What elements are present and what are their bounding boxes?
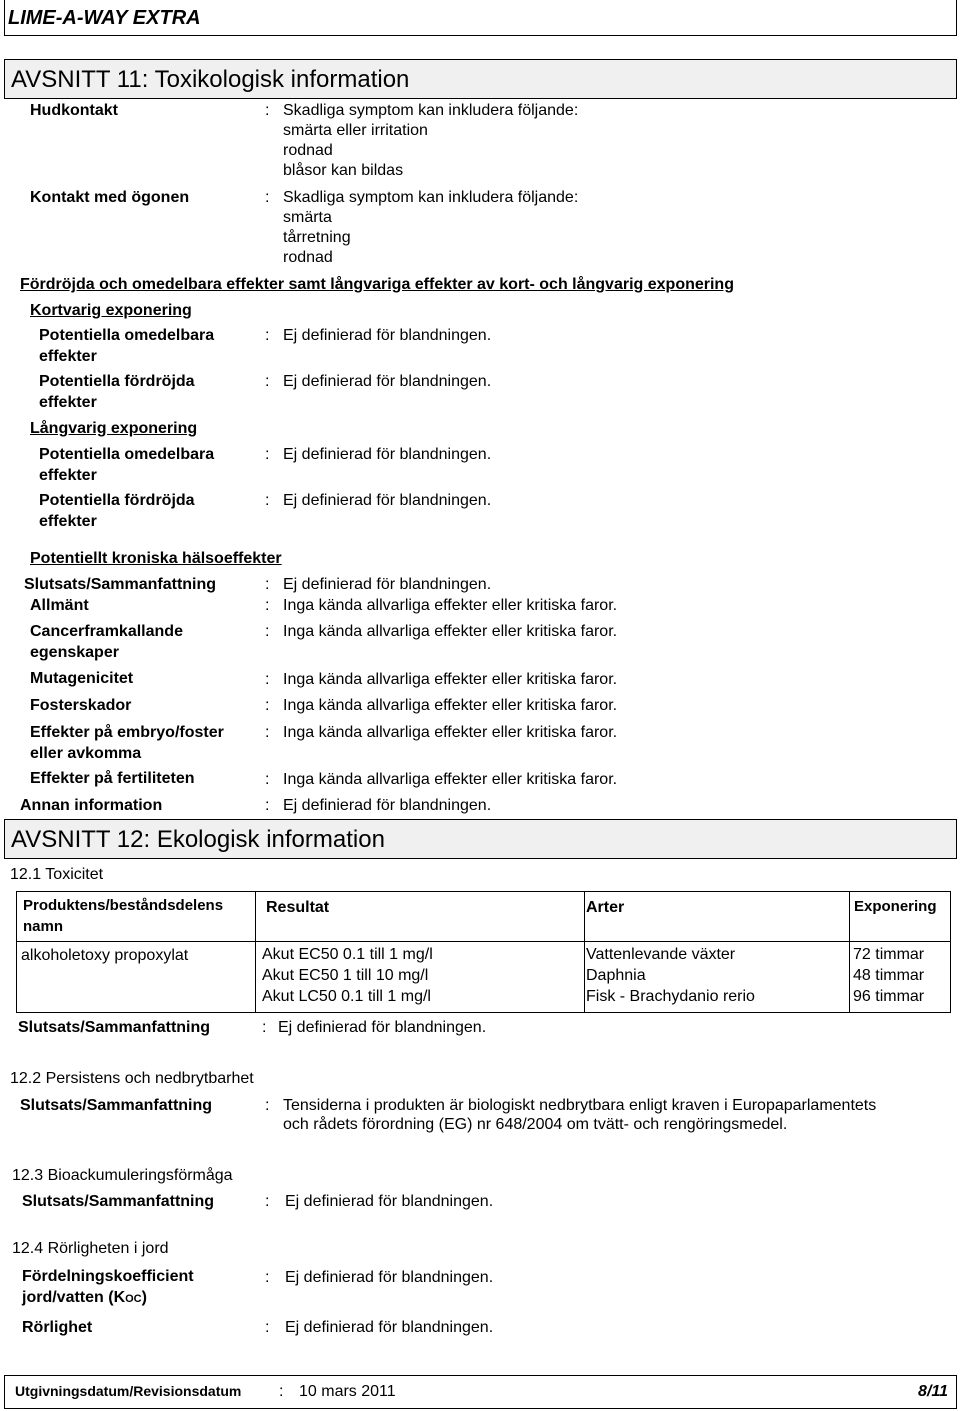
colon: :	[265, 724, 270, 741]
bioaccumulation-summary-label: Slutsats/Sammanfattning	[22, 1193, 215, 1210]
partition-value: Ej definierad för blandningen.	[285, 1269, 494, 1286]
toxicity-summary-value: Ej definierad för blandningen.	[278, 1019, 487, 1036]
section-12-banner	[4, 819, 957, 859]
fertility-label: Effekter på fertiliteten	[30, 770, 195, 787]
delayed-effects-heading: Fördröjda och omedelbara effekter samt långvariga effekter av kort- och långvarig exponering	[20, 276, 734, 293]
cancer-label: Cancerframkallande	[30, 623, 183, 640]
long-immediate-label: Potentiella omedelbara	[39, 446, 215, 463]
colon: :	[265, 623, 270, 640]
mutagen-label: Mutagenicitet	[30, 670, 134, 687]
toxicity-heading: 12.1 Toxicitet	[10, 866, 104, 883]
chronic-heading: Potentiellt kroniska hälsoeffekter	[30, 550, 282, 567]
colon: :	[265, 797, 270, 814]
long-delayed-value: Ej definierad för blandningen.	[283, 492, 492, 509]
colon: :	[265, 189, 270, 206]
foster-label: Fosterskador	[30, 697, 132, 714]
bioaccumulation-heading: 12.3 Bioackumuleringsförmåga	[12, 1167, 233, 1184]
general-label: Allmänt	[30, 597, 89, 614]
footer-bar	[4, 1375, 957, 1409]
fertility-value: Inga kända allvarliga effekter eller kritiska faror.	[283, 771, 618, 788]
toxicity-table	[16, 891, 951, 1013]
eye-contact-line: rodnad	[283, 249, 333, 266]
mobility-heading: 12.4 Rörligheten i jord	[12, 1240, 169, 1257]
short-delayed-value: Ej definierad för blandningen.	[283, 373, 492, 390]
short-term-heading: Kortvarig exponering	[30, 302, 192, 319]
bioaccumulation-summary-value: Ej definierad för blandningen.	[285, 1193, 494, 1210]
colon: :	[265, 697, 270, 714]
section-11-banner	[4, 59, 957, 99]
header-substance-line: Produktens/beståndsdelens	[23, 897, 224, 914]
short-delayed-label: effekter	[39, 394, 97, 411]
chronic-summary-label: Slutsats/Sammanfattning	[24, 576, 217, 593]
footer-page-number: 8/11	[918, 1383, 948, 1400]
eye-contact-label: Kontakt med ögonen	[30, 189, 190, 206]
colon: :	[265, 1193, 270, 1210]
table-row-exposure	[849, 941, 951, 1013]
short-immediate-value: Ej definierad för blandningen.	[283, 327, 492, 344]
cancer-value: Inga kända allvarliga effekter eller kritiska faror.	[283, 623, 618, 640]
short-immediate-label: Potentiella omedelbara	[39, 327, 215, 344]
colon: :	[265, 771, 270, 788]
header-exposure: Exponering	[854, 898, 937, 915]
embryo-value: Inga kända allvarliga effekter eller kritiska faror.	[283, 724, 618, 741]
colon: :	[265, 1097, 270, 1114]
colon: :	[265, 327, 270, 344]
colon: :	[265, 671, 270, 688]
cancer-label: egenskaper	[30, 644, 119, 661]
persistence-summary-label: Slutsats/Sammanfattning	[20, 1097, 213, 1114]
partition-label	[22, 1288, 147, 1309]
colon: :	[265, 373, 270, 390]
partition-label-text: jord/vatten (K	[22, 1289, 126, 1306]
persistence-heading: 12.2 Persistens och nedbrytbarhet	[10, 1070, 254, 1087]
mobility-label: Rörlighet	[22, 1319, 93, 1336]
row-exposure: 72 timmar	[853, 946, 925, 963]
embryo-label: eller avkomma	[30, 745, 142, 762]
embryo-label: Effekter på embryo/foster	[30, 724, 224, 741]
colon: :	[265, 446, 270, 463]
long-immediate-value: Ej definierad för blandningen.	[283, 446, 492, 463]
header-result: Resultat	[266, 899, 330, 916]
colon: :	[279, 1383, 284, 1400]
colon: :	[265, 597, 270, 614]
long-immediate-label: effekter	[39, 467, 97, 484]
row-species: Fisk - Brachydanio rerio	[586, 988, 755, 1005]
footer-date-label: Utgivningsdatum/Revisionsdatum	[15, 1383, 242, 1399]
general-value: Inga kända allvarliga effekter eller kritiska faror.	[283, 597, 618, 614]
other-info-label: Annan information	[20, 797, 163, 814]
table-header-species	[584, 891, 850, 942]
row-exposure: 96 timmar	[853, 988, 925, 1005]
table-row-species	[584, 941, 850, 1013]
colon: :	[265, 1269, 270, 1286]
row-species: Daphnia	[586, 967, 646, 984]
eye-contact-line: smärta	[283, 209, 332, 226]
colon: :	[265, 576, 270, 593]
table-row-substance	[16, 941, 256, 1013]
partition-label-subscript: OC	[125, 1293, 142, 1305]
toxicity-summary-label: Slutsats/Sammanfattning	[18, 1019, 211, 1036]
colon: :	[265, 102, 270, 119]
table-header-substance	[16, 891, 256, 942]
eye-contact-line: Skadliga symptom kan inkludera följande:	[283, 189, 579, 206]
persistence-summary-line: Tensiderna i produkten är biologiskt nedbrytbara enligt kraven i Europaparlamentets	[283, 1097, 877, 1114]
row-species: Vattenlevande växter	[586, 946, 736, 963]
table-header-result	[255, 891, 585, 942]
section-11-title: AVSNITT 11: Toxikologisk information	[11, 66, 410, 93]
mutagen-value: Inga kända allvarliga effekter eller kritiska faror.	[283, 671, 618, 688]
mobility-value: Ej definierad för blandningen.	[285, 1319, 494, 1336]
partition-label-end: )	[141, 1289, 147, 1306]
skin-contact-line: blåsor kan bildas	[283, 162, 404, 179]
skin-contact-label: Hudkontakt	[30, 102, 118, 119]
skin-contact-line: smärta eller irritation	[283, 122, 428, 139]
table-header-exposure	[849, 891, 951, 942]
colon: :	[265, 1319, 270, 1336]
long-delayed-label: effekter	[39, 513, 97, 530]
long-term-heading: Långvarig exponering	[30, 420, 198, 437]
skin-contact-line: Skadliga symptom kan inkludera följande:	[283, 102, 579, 119]
row-result: Akut LC50 0.1 till 1 mg/l	[262, 988, 431, 1005]
header-species: Arter	[586, 899, 625, 916]
row-result: Akut EC50 0.1 till 1 mg/l	[262, 946, 433, 963]
foster-value: Inga kända allvarliga effekter eller kritiska faror.	[283, 697, 618, 714]
product-name: LIME-A-WAY EXTRA	[8, 7, 201, 29]
eye-contact-line: tårretning	[283, 229, 351, 246]
row-substance: alkoholetoxy propoxylat	[21, 947, 189, 964]
header-substance-line: namn	[23, 918, 64, 935]
row-exposure: 48 timmar	[853, 967, 925, 984]
section-12-title: AVSNITT 12: Ekologisk information	[11, 826, 385, 853]
colon: :	[265, 492, 270, 509]
partition-label: Fördelningskoefficient	[22, 1268, 194, 1285]
table-row-results	[255, 941, 585, 1013]
colon: :	[262, 1019, 267, 1036]
persistence-summary-line: och rådets förordning (EG) nr 648/2004 om tvätt- och rengöringsmedel.	[283, 1116, 788, 1133]
short-delayed-label: Potentiella fördröjda	[39, 373, 195, 390]
other-info-value: Ej definierad för blandningen.	[283, 797, 492, 814]
chronic-summary-value: Ej definierad för blandningen.	[283, 576, 492, 593]
short-immediate-label: effekter	[39, 348, 97, 365]
long-delayed-label: Potentiella fördröjda	[39, 492, 195, 509]
row-result: Akut EC50 1 till 10 mg/l	[262, 967, 429, 984]
footer-date-value: 10 mars 2011	[299, 1383, 396, 1400]
skin-contact-line: rodnad	[283, 142, 333, 159]
